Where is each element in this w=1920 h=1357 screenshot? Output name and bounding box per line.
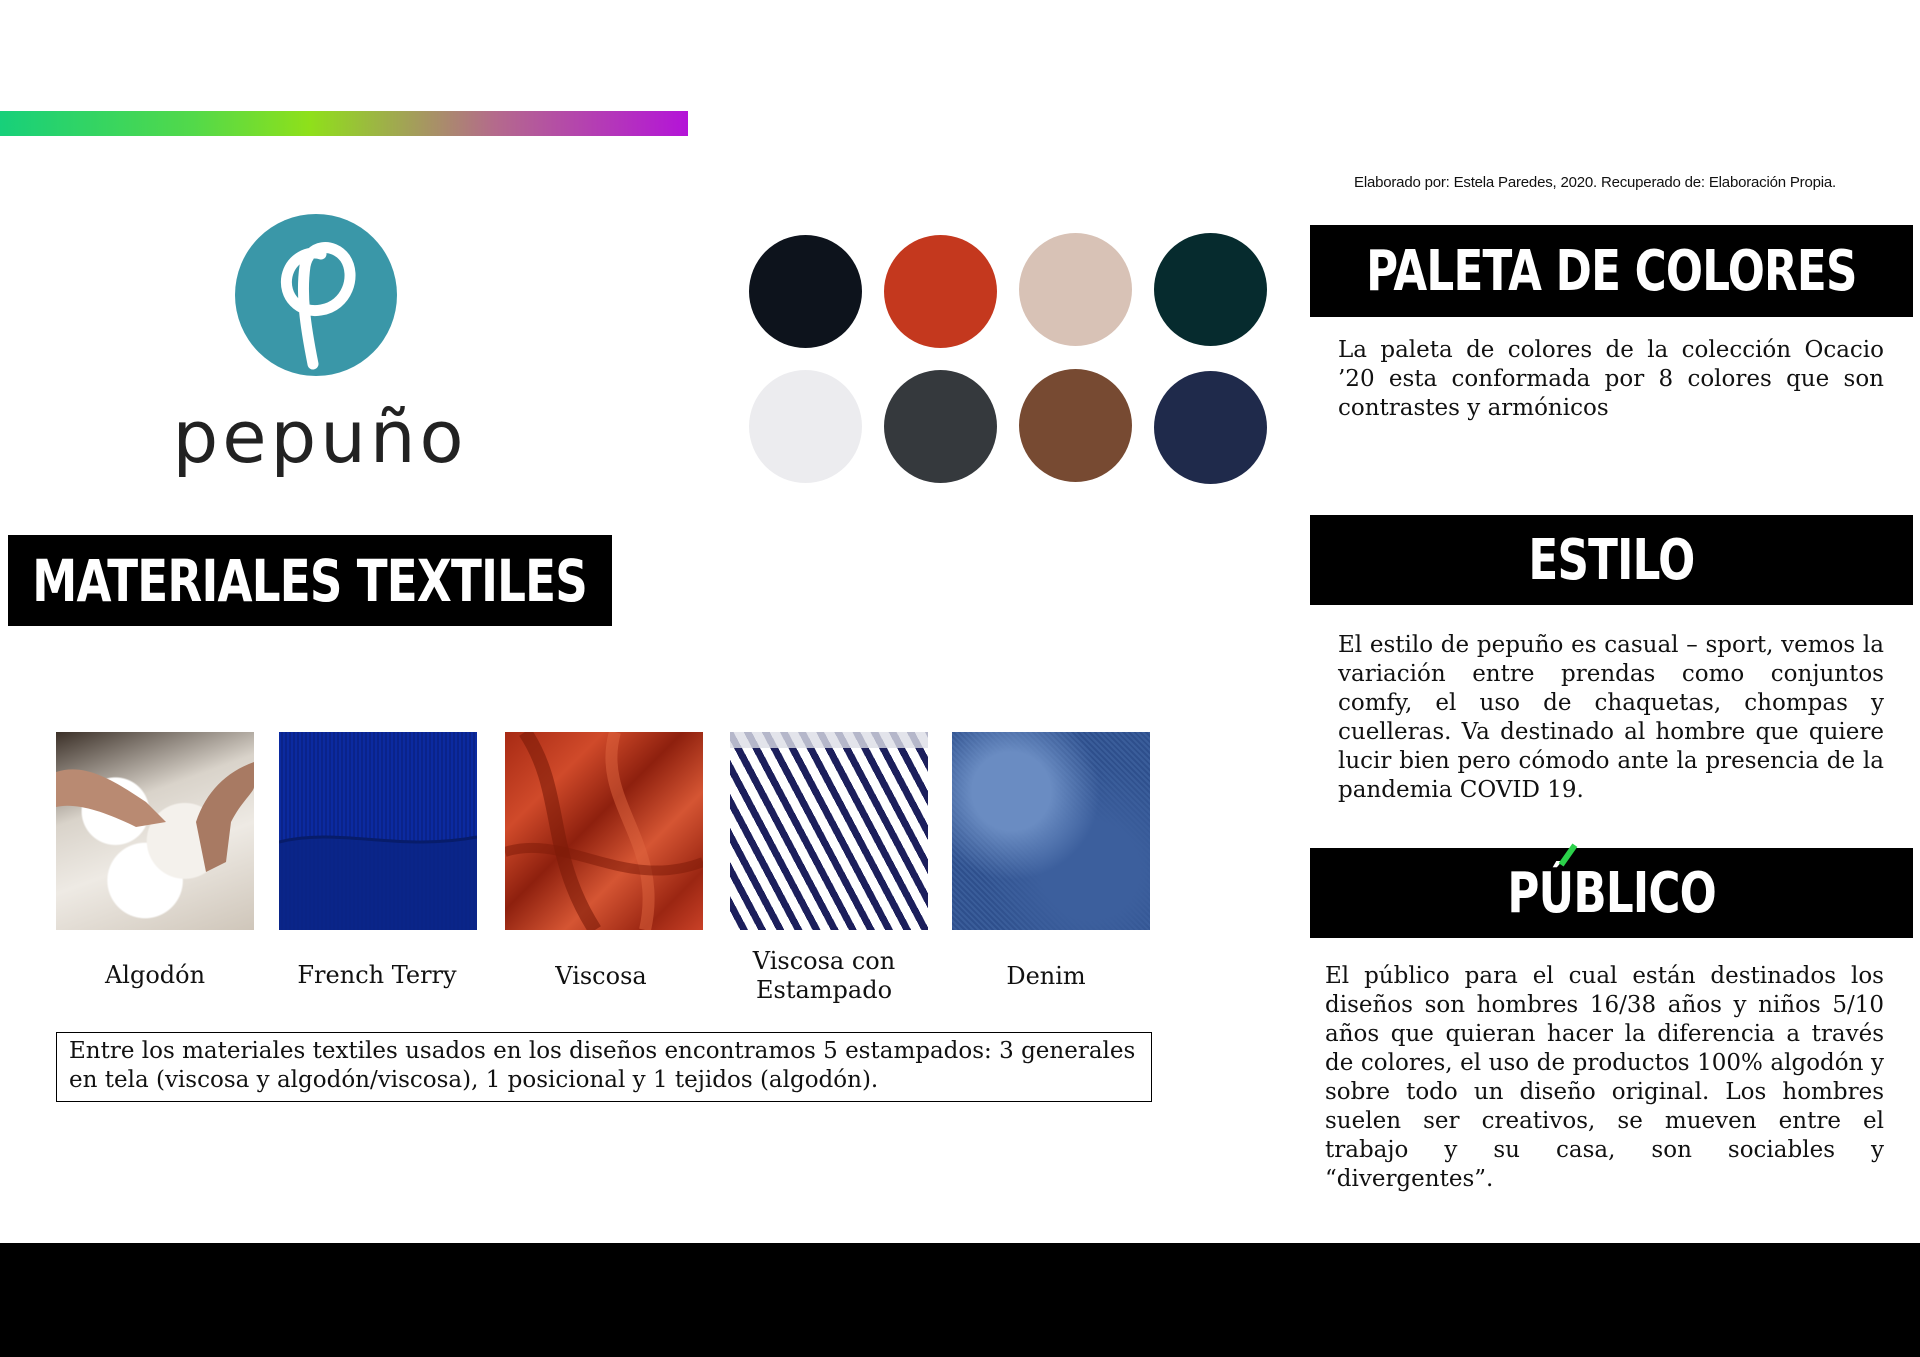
- estilo-header: [1310, 515, 1913, 605]
- materiales-title: MATERIALES TEXTILES: [32, 546, 588, 615]
- materials-note-box: Entre los materiales textiles usados en los diseños encontramos 5 estampados: 3 generales en tela (viscosa y algodón/viscosa), 1 posicional y 1 tejidos (algodón).: [56, 1032, 1152, 1102]
- publico-header: [1310, 848, 1913, 938]
- palette-swatch: [749, 235, 862, 348]
- estilo-description: El estilo de pepuño es casual – sport, vemos la variación entre prendas como conjuntos comfy, el uso de chaquetas, chompas y cuelleras. Va destinado al hombre que quiere lucir bien pero cómodo ante la presencia de la pandemia COVID 19.: [1338, 632, 1884, 803]
- logo-wordmark: pepuño: [172, 395, 468, 479]
- logo-emblem: [235, 214, 397, 376]
- palette-swatch: [1019, 369, 1132, 482]
- cotton-image: [56, 732, 254, 930]
- material-label-algodon: Algodón: [104, 961, 206, 989]
- palette-swatch: [884, 235, 997, 348]
- footer-bar: [0, 1243, 1920, 1357]
- material-label-french-terry: French Terry: [297, 961, 457, 989]
- striped-fabric-image: [730, 732, 928, 930]
- paleta-description: La paleta de colores de la colección Ocacio ’20 esta conformada por 8 colores que son contrastes y armónicos: [1338, 337, 1884, 421]
- paleta-title: PALETA DE COLORES: [1366, 238, 1857, 304]
- logo-p-mark-icon: [235, 214, 397, 376]
- material-label-viscosa: Viscosa: [555, 962, 647, 990]
- palette-swatch: [1019, 233, 1132, 346]
- estilo-title: ESTILO: [1528, 527, 1695, 593]
- brand-logo: [150, 210, 490, 490]
- publico-description: El público para el cual están destinados los diseños son hombres 16/38 años y niños 5/10 años que quieran hacer la diferencia a través de colores, el uso de productos 100% algodón y sobre todo un diseño original. Los hombres suelen ser creativos, se mueven entre el trabajo y su casa, son sociables y “divergentes”.: [1325, 963, 1884, 1192]
- material-label-viscosa-estampado: Viscosa con Estampado: [752, 947, 896, 1004]
- palette-swatch: [1154, 371, 1267, 484]
- publico-title: PÚBLICO: [1507, 860, 1716, 926]
- material-label-denim: Denim: [1006, 962, 1086, 990]
- credit-caption: Elaborado por: Estela Paredes, 2020. Recuperado de: Elaboración Propia.: [1354, 174, 1836, 191]
- paleta-header: [1310, 225, 1913, 317]
- materiales-header: [8, 535, 612, 626]
- denim-image: [952, 732, 1150, 930]
- french-terry-image: [279, 732, 477, 930]
- palette-swatch: [884, 370, 997, 483]
- decorative-gradient-bar: [0, 111, 688, 136]
- viscose-image: [505, 732, 703, 930]
- palette-swatch: [1154, 233, 1267, 346]
- palette-swatch: [749, 370, 862, 483]
